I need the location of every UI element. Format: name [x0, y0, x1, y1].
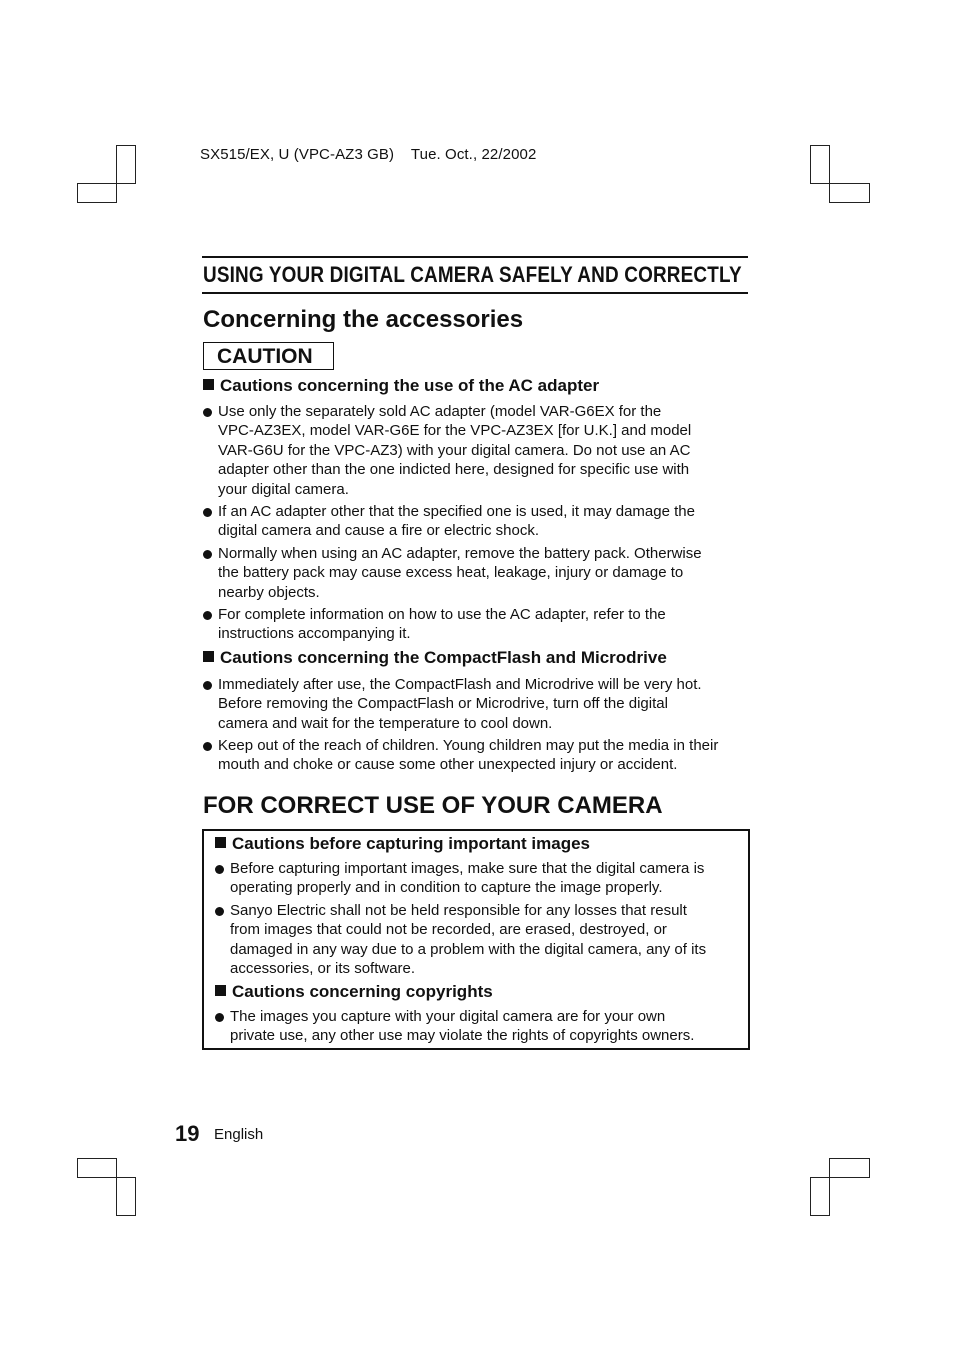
bullet-icon	[203, 550, 212, 559]
crop-mark-top-right-horizontal	[829, 183, 870, 203]
list-item	[203, 402, 743, 499]
compactflash-heading	[203, 648, 667, 668]
list-item-text: For complete information on how to use the AC adapter, refer to the instructions accompanying it.	[218, 606, 666, 643]
compactflash-heading-text: Cautions concerning the CompactFlash and Microdrive	[220, 648, 667, 667]
page-number: 19	[175, 1121, 200, 1146]
crop-mark-bottom-right-vertical	[810, 1177, 830, 1216]
crop-mark-bottom-right-horizontal	[829, 1158, 870, 1178]
bullet-icon	[215, 865, 224, 874]
list-item-text: Keep out of the reach of children. Young children may put the media in their mouth and choke or cause some other unexpected injury or accident.	[218, 737, 719, 774]
list-item	[203, 736, 748, 775]
bullet-icon	[215, 1013, 224, 1022]
important-images-heading-text: Cautions before capturing important images	[232, 834, 590, 853]
language-label: English	[214, 1126, 264, 1143]
list-item	[203, 544, 743, 602]
list-item	[203, 675, 748, 733]
correct-use-title: FOR CORRECT USE OF YOUR CAMERA	[203, 792, 663, 819]
list-item-text: If an AC adapter other that the specified one is used, it may damage the digital camera and cause a fire or electric shock.	[218, 503, 695, 540]
square-bullet-icon	[215, 985, 226, 996]
ac-adapter-heading-text: Cautions concerning the use of the AC adapter	[220, 376, 600, 395]
document-header: SX515/EX, U (VPC-AZ3 GB) Tue. Oct., 22/2002	[200, 146, 537, 163]
list-item	[203, 605, 743, 644]
square-bullet-icon	[203, 651, 214, 662]
list-item	[203, 502, 743, 541]
list-item-text: Before capturing important images, make sure that the digital camera is operating properly and in condition to capture the image properly.	[230, 860, 705, 897]
caution-label: CAUTION	[203, 342, 334, 370]
crop-mark-bottom-left-vertical	[116, 1177, 136, 1216]
list-item-text: Use only the separately sold AC adapter (model VAR-G6EX for the VPC-AZ3EX, model VAR-G6E for the VPC-AZ3EX [for U.K.] and model VAR-G6U for the VPC-AZ3) with your digital camera. Do not use an AC adapter other than the one indicted here, designed for specific use with your digital camera.	[218, 403, 692, 498]
bullet-icon	[215, 907, 224, 916]
crop-mark-top-left-horizontal	[77, 183, 117, 203]
section-heading: USING YOUR DIGITAL CAMERA SAFELY AND CORRECTLY	[203, 262, 742, 287]
copyrights-heading-text: Cautions concerning copyrights	[232, 982, 493, 1001]
bullet-icon	[203, 742, 212, 751]
bullet-icon	[203, 611, 212, 620]
list-item	[215, 901, 740, 979]
important-images-heading	[215, 834, 590, 854]
list-item-text: The images you capture with your digital camera are for your own private use, any other use may violate the rights of copyrights owners.	[230, 1008, 695, 1045]
list-item-text: Immediately after use, the CompactFlash and Microdrive will be very hot. Before removing the CompactFlash or Microdrive, turn off the digital camera and wait for the temperature to cool down.	[218, 676, 702, 732]
list-item	[215, 859, 740, 898]
square-bullet-icon	[203, 379, 214, 390]
ac-adapter-heading	[203, 376, 599, 396]
list-item	[215, 1007, 740, 1046]
section-rule-bottom	[202, 292, 748, 294]
bullet-icon	[203, 508, 212, 517]
list-item-text: Normally when using an AC adapter, remove the battery pack. Otherwise the battery pack may cause excess heat, leakage, injury or damage to nearby objects.	[218, 545, 702, 601]
list-item-text: Sanyo Electric shall not be held responsible for any losses that result from images that could not be recorded, are erased, destroyed, or damaged in any way due to a problem with the digital camera, any of its accessories, or its software.	[230, 902, 707, 978]
bullet-icon	[203, 681, 212, 690]
crop-mark-top-right-vertical	[810, 145, 830, 184]
crop-mark-top-left-vertical	[116, 145, 136, 184]
square-bullet-icon	[215, 837, 226, 848]
copyrights-heading	[215, 982, 493, 1002]
section-rule-top	[202, 256, 748, 258]
crop-mark-bottom-left-horizontal	[77, 1158, 117, 1178]
bullet-icon	[203, 408, 212, 417]
accessories-title: Concerning the accessories	[203, 306, 524, 333]
